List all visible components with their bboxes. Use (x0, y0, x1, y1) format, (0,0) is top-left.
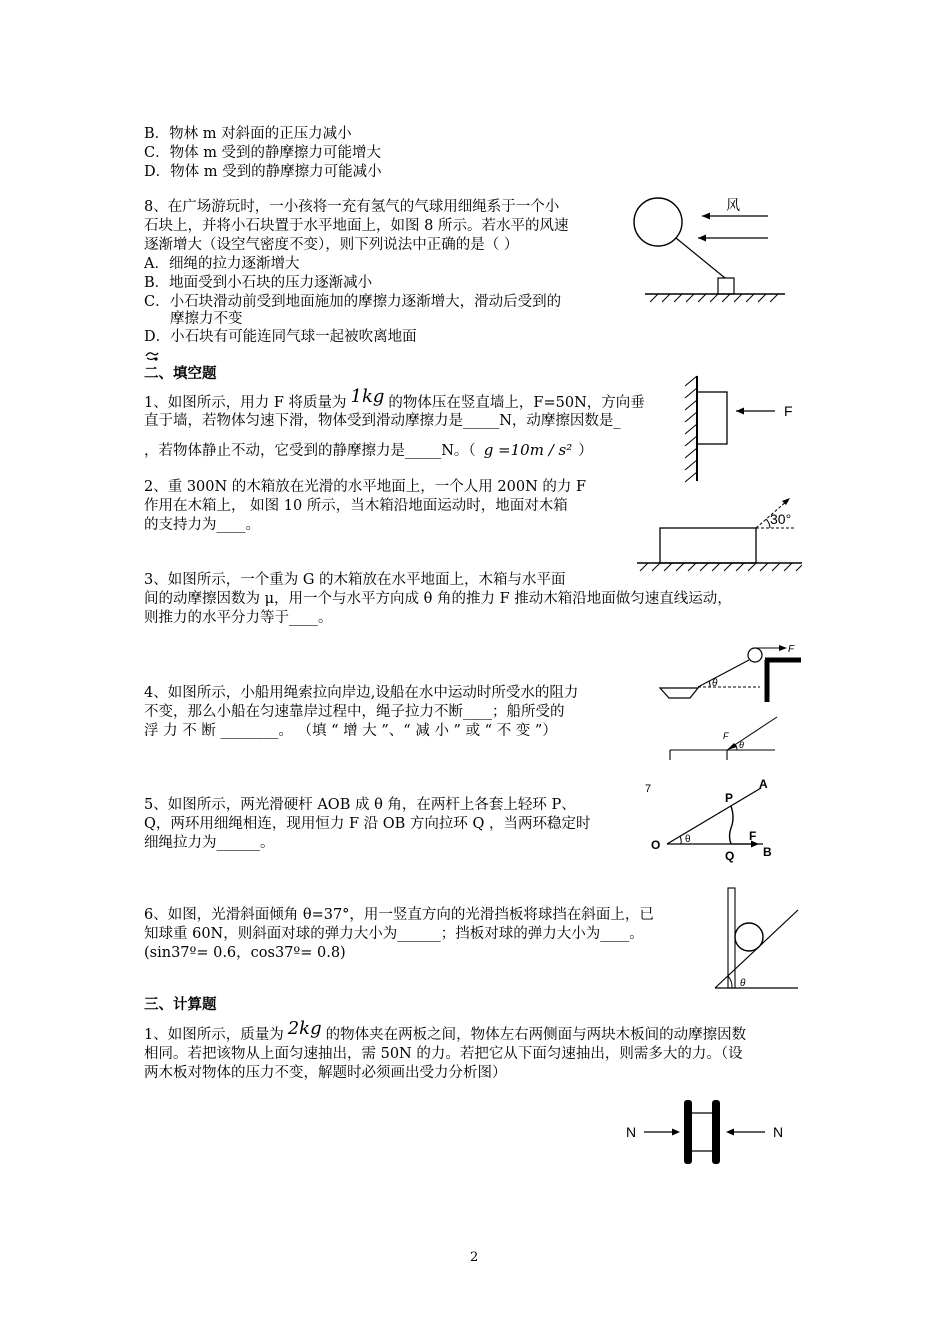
incline-theta-label: θ (740, 978, 746, 989)
fill-q2-line3: 的支持力为____。 (144, 517, 260, 533)
q8-option-c2: 摩擦力不变 (170, 311, 243, 327)
calc-section-heading: 三、计算题 (144, 997, 217, 1013)
fill-q2-figure (632, 490, 807, 580)
label-b: B (763, 845, 772, 859)
wind-label: 风 (726, 197, 740, 213)
q8-line1: 8、在广场游玩时，一小孩将一充有氢气的气球用细绳系于一个小 (144, 199, 560, 215)
q8-figure (630, 190, 790, 310)
fill-q5-line2: Q，两环用细绳相连，现用恒力 F 沿 OB 方向拉环 Q ，当两环稳定时 (144, 816, 591, 832)
label-q: Q (725, 849, 735, 863)
label-a: A (759, 777, 768, 791)
marker-icon (144, 350, 160, 362)
fill-q6-line2: 知球重 60N，则斜面对球的弹力大小为______；挡板对球的弹力大小为____。 (144, 926, 644, 942)
push-force-label: F (723, 731, 729, 741)
fill-q6-figure (710, 885, 805, 995)
push-theta-label: θ (739, 740, 744, 750)
q8-option-d: D．小石块有可能连同气球一起被吹离地面 (144, 329, 417, 345)
fill-q4-line3: 浮 力 不 断 ________。 （填 “ 增 大 ”、“ 减 小 ” 或 “ 不 变 ”） (144, 723, 557, 739)
fill-q4-line1: 4、如图所示，小船用绳索拉向岸边,设船在水中运动时所受水的阻力 (144, 685, 579, 701)
label-f: F (749, 829, 757, 843)
fill-q1-g: g =10m / s² (483, 441, 573, 459)
fill-q2-line2: 作用在木箱上， 如图 10 所示，当木箱沿地面运动时，地面对木箱 (144, 498, 568, 514)
fill-q5-figure (645, 778, 785, 863)
label-p: P (725, 791, 734, 805)
fill-q1-line2: 直于墙，若物体匀速下滑，物体受到滑动摩擦力是_____N，动摩擦因数是_ (144, 413, 621, 429)
fill-q4-line2: 不变，那么小船在匀速靠岸过程中，绳子拉力不断____；船所受的 (144, 704, 565, 720)
calc-q1-figure (620, 1098, 795, 1168)
fill-q3-box-figure (665, 712, 785, 762)
fill-q1-line1: 1、如图所示，用力 F 将质量为 1kg 的物体压在竖直墙上，F=50N，方向垂 (144, 386, 645, 411)
angle-label: 30° (770, 511, 792, 527)
fill-q5-line1: 5、如图所示，两光滑硬杆 AOB 成 θ 角，在两杆上各套上轻环 P、 (144, 797, 576, 813)
fill-q3-line3: 则推力的水平分力等于____。 (144, 610, 333, 626)
page-number: 2 (470, 1250, 479, 1265)
q8-option-b: B．地面受到小石块的压力逐渐减小 (144, 275, 373, 291)
right-normal-label: N (773, 1124, 784, 1140)
label-theta: θ (685, 834, 691, 845)
q8-option-a: A．细绳的拉力逐渐增大 (144, 256, 300, 272)
boat-theta-label: θ (712, 678, 718, 689)
calc-q1-mass: 2kg (287, 1018, 322, 1039)
fill-q6-line1: 6、如图，光滑斜面倾角 θ=37°，用一竖直方向的光滑挡板将球挡在斜面上，已 (144, 907, 654, 923)
fill-q3-line1: 3、如图所示，一个重为 G 的木箱放在水平地面上，木箱与水平面 (144, 572, 566, 588)
calc-q1-line1: 1、如图所示，质量为 2kg 的物体夹在两板之间，物体左右两侧面与两块木板间的动摩擦因数 (144, 1018, 747, 1043)
force-label: F (784, 403, 793, 419)
left-normal-label: N (626, 1124, 637, 1140)
fill-q3-line2: 间的动摩擦因数为 μ，用一个与水平方向成 θ 角的推力 F 推动木箱沿地面做匀速直线运动， (144, 591, 732, 607)
option-d: D．物体 m 受到的静摩擦力可能减小 (144, 164, 382, 180)
fill-q1-line3: ，若物体静止不动，它受到的静摩擦力是_____N。（ g =10m / s² ） (144, 441, 593, 459)
q8-option-c1: C．小石块滑动前受到地面施加的摩擦力逐渐增大，滑动后受到的 (144, 294, 562, 310)
option-c: C．物体 m 受到的静摩擦力可能增大 (144, 145, 382, 161)
q8-line3: 逐渐增大（设空气密度不变），则下列说法中正确的是（ ） (144, 237, 519, 253)
calc-q1-line3: 两木板对物体的压力不变，解题时必须画出受力分析图） (144, 1065, 507, 1081)
q8-line2: 石块上，并将小石块置于水平地面上，如图 8 所示。若水平的风速 (144, 218, 569, 234)
fill-q1-figure (680, 376, 800, 486)
calc-q1-line2: 相同。若把该物从上面匀速抽出，需 50N 的力。若把它从下面匀速抽出，则需多大的力。（设 (144, 1046, 743, 1062)
label-o: O (651, 838, 661, 852)
fill-q6-line3: (sin37º= 0.6，cos37º= 0.8) (144, 945, 346, 961)
fill-section-heading: 二、填空题 (144, 366, 217, 382)
fill-q1-mass: 1kg (350, 386, 385, 407)
fig-number: 7 (645, 783, 652, 795)
fill-q4-boat-figure (655, 640, 805, 710)
fill-q5-line3: 细绳拉力为______。 (144, 835, 275, 851)
fill-q2-line1: 2、重 300N 的木箱放在光滑的水平地面上，一个人用 200N 的力 F (144, 479, 587, 495)
option-b: B．物林 m 对斜面的正压力减小 (144, 126, 352, 142)
boat-force-label: F (788, 644, 795, 655)
